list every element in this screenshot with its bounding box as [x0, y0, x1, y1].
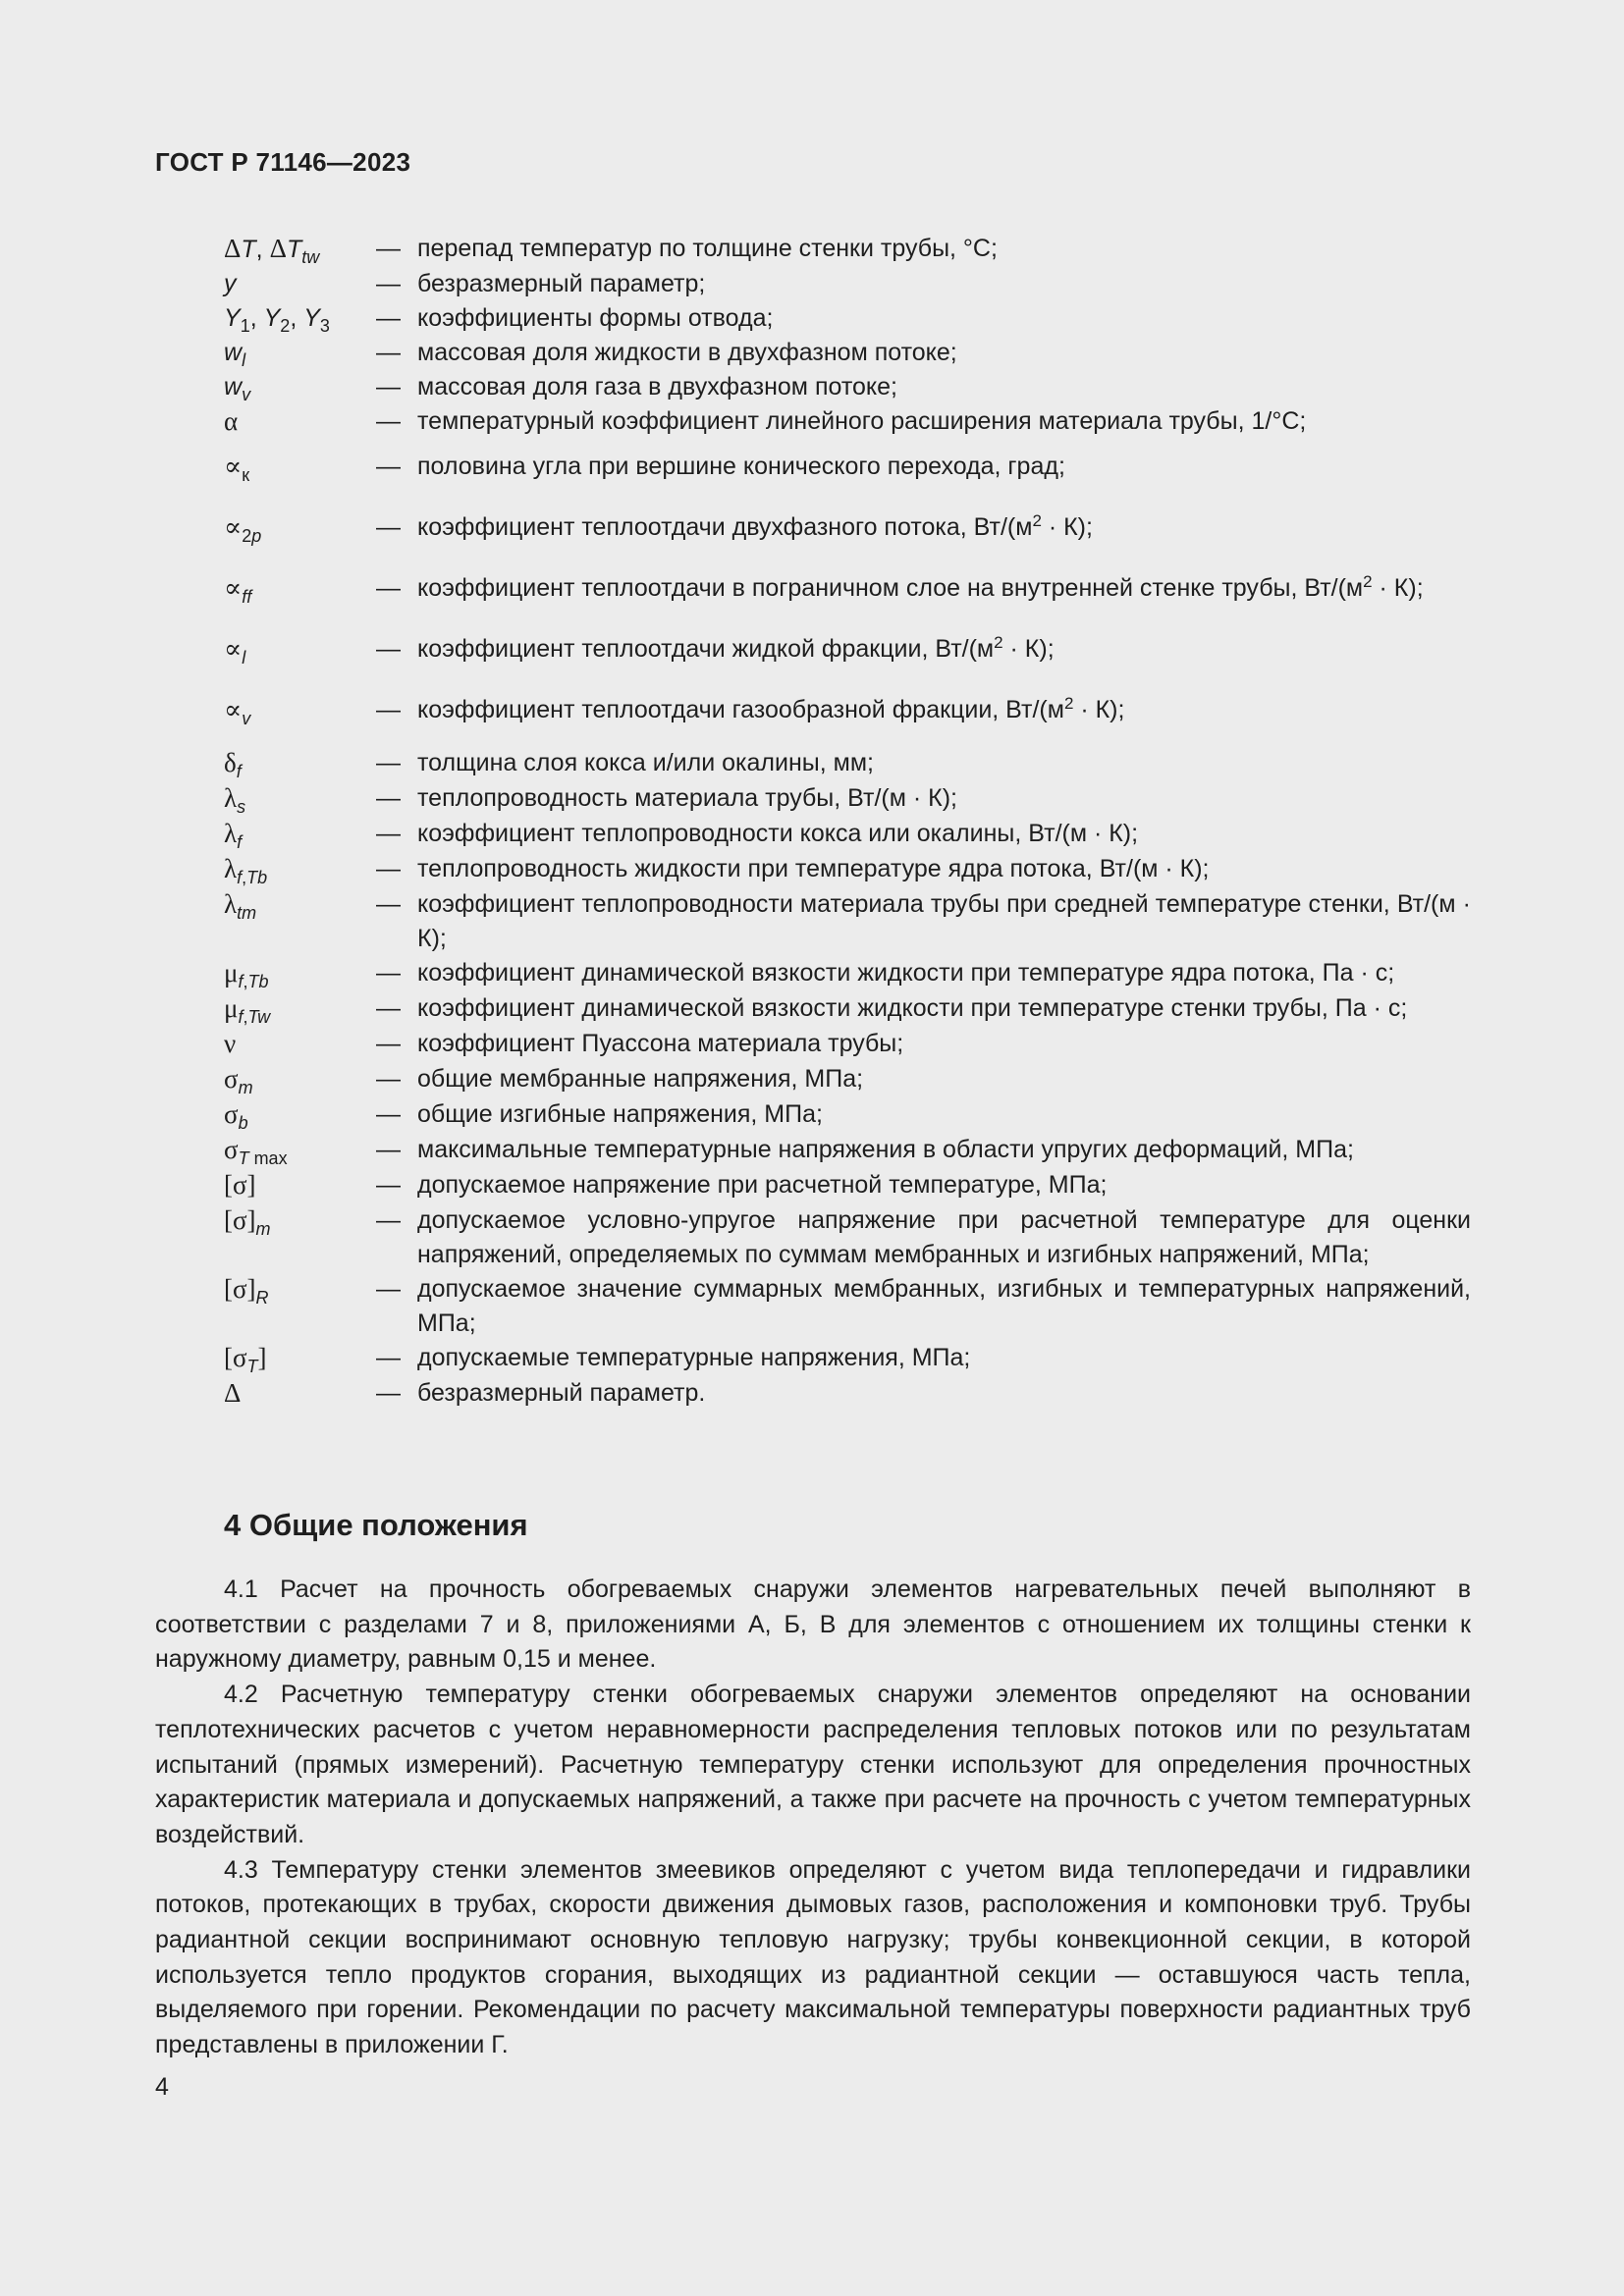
symbol: $\propto_{ff}$	[224, 573, 252, 607]
dash: —	[376, 890, 401, 918]
section-heading: 4 Общие положения	[224, 1508, 528, 1542]
symbol: $\propto_v$	[224, 695, 251, 728]
dash: —	[376, 749, 401, 776]
symbol-definitions-list	[224, 232, 1471, 1412]
dash: —	[376, 270, 401, 297]
symbol: $Y_1$, $Y_2$, $Y_3$	[224, 304, 330, 336]
dash: —	[376, 304, 401, 332]
definition-row	[224, 370, 1471, 404]
dash: —	[376, 994, 401, 1022]
definition-text: безразмерный параметр.	[417, 1379, 706, 1407]
definition-row	[224, 450, 1471, 485]
definition-row	[224, 1272, 1471, 1341]
symbol: $\lambda_{f,Tb}$	[224, 854, 268, 887]
definition-text: половина угла при вершине конического перехода, град;	[417, 453, 1065, 480]
definition-text: допускаемое напряжение при расчетной температуре, МПа;	[417, 1171, 1108, 1199]
definition-row	[224, 232, 1471, 267]
symbol: $\propto_{2p}$	[224, 512, 262, 546]
symbol: ΔT, $\Delta T_{tw}$	[224, 234, 320, 267]
definition-text: массовая доля газа в двухфазном потоке;	[417, 373, 897, 400]
symbol: $[\sigma]_m$	[224, 1205, 271, 1239]
symbol: $\lambda_{tm}$	[224, 889, 257, 923]
symbol: $\propto_к$	[224, 452, 250, 485]
dash: —	[376, 959, 401, 987]
definition-text: коэффициент теплопроводности кокса или окалины, Вт/(м · К);	[417, 820, 1139, 847]
dash: —	[376, 635, 401, 663]
dash: —	[376, 1206, 401, 1234]
symbol: Δ	[224, 1378, 242, 1408]
definition-text: общие мембранные напряжения, МПа;	[417, 1065, 864, 1093]
definition-text: общие изгибные напряжения, МПа;	[417, 1100, 823, 1128]
document-header: ГОСТ Р 71146—2023	[155, 147, 411, 177]
symbol: $\sigma_b$	[224, 1099, 248, 1133]
definition-row	[224, 1133, 1471, 1168]
definition-text: допускаемое значение суммарных мембранных, изгибных и температурных напряжений, МПа;	[417, 1275, 1471, 1337]
symbol: α	[224, 406, 239, 436]
symbol: $w_l$	[224, 339, 246, 370]
dash: —	[376, 1344, 401, 1371]
symbol: ν	[224, 1029, 237, 1058]
dash: —	[376, 513, 401, 541]
symbol: $\lambda_f$	[224, 819, 243, 852]
definition-text: безразмерный параметр;	[417, 270, 706, 297]
definition-row	[224, 632, 1471, 667]
definition-row	[224, 336, 1471, 370]
symbol: $\mu_{f,Tb}$	[224, 958, 269, 991]
definition-row	[224, 1097, 1471, 1133]
definition-text: коэффициент Пуассона материала трубы;	[417, 1030, 904, 1057]
dash: —	[376, 373, 401, 400]
definition-row	[224, 1062, 1471, 1097]
definition-text: коэффициент теплоотдачи газообразной фракции, $Вт/(м^2 \cdot К)$;	[417, 694, 1125, 723]
paragraph: 4.3 Температуру стенки элементов змеевиков определяют с учетом вида теплопередачи и гидравлики потоков, протекающих в трубах, скорости движения дымовых газов, расположения и компоновки труб. Трубы радиантной секции воспринимают основную тепловую нагрузку; трубы конвекционной секции, в которой используется тепло продуктов сгорания, выходящих из радиантной секции — оставшуюся часть тепла, выделяемого при горении. Рекомендации по расчету максимальной температуры поверхности радиантных труб представлены в приложении Г.	[155, 1855, 1471, 2059]
definition-text: коэффициент теплоотдачи в пограничном слое на внутренней стенке трубы, $Вт/(м^2 \cdot К)$;	[417, 572, 1424, 602]
definition-text: коэффициенты формы отвода;	[417, 304, 774, 332]
symbol: $w_v$	[224, 373, 251, 404]
dash: —	[376, 1030, 401, 1057]
definition-row	[224, 991, 1471, 1027]
dash: —	[376, 1379, 401, 1407]
paragraph: 4.2 Расчетную температуру стенки обогреваемых снаружи элементов определяют на основании теплотехнических расчетов с учетом неравномерности распределения тепловых потоков или по результатам испытаний (прямых измерений). Расчетную температуру стенки используют для определения прочностных характеристик материала и допускаемых напряжений, а также при расчете на прочность с учетом температурных воздействий.	[155, 1681, 1471, 1848]
symbol: y	[224, 270, 237, 297]
definition-row	[224, 956, 1471, 991]
definition-row	[224, 817, 1471, 852]
symbol: $[\sigma_T]$	[224, 1343, 267, 1376]
definition-row	[224, 1341, 1471, 1376]
symbol: $\mu_{f,Tw}$	[224, 993, 271, 1027]
paragraph: 4.1 Расчет на прочность обогреваемых снаружи элементов нагревательных печей выполняют в соответствии с разделами 7 и 8, приложениями А, Б, В для элементов с отношением их толщины стенки к наружному диаметру, равным 0,15 и менее.	[155, 1575, 1471, 1674]
definition-text: коэффициент теплоотдачи двухфазного потока, $Вт/(м^2 \cdot К)$;	[417, 511, 1093, 541]
symbol: $\sigma_m$	[224, 1064, 253, 1097]
definition-text: теплопроводность материала трубы, Вт/(м · К);	[417, 784, 957, 812]
symbol: [σ]	[224, 1170, 256, 1200]
definition-row	[224, 693, 1471, 728]
definition-text: коэффициент динамической вязкости жидкости при температуре ядра потока, Па · с;	[417, 959, 1395, 987]
dash: —	[376, 235, 401, 262]
definition-row	[224, 1203, 1471, 1272]
symbol: $\delta_f$	[224, 748, 242, 781]
dash: —	[376, 339, 401, 366]
definition-text: массовая доля жидкости в двухфазном потоке;	[417, 339, 957, 366]
definition-row	[224, 1027, 1471, 1062]
dash: —	[376, 407, 401, 435]
dash: —	[376, 1275, 401, 1303]
symbol: $\lambda_s$	[224, 783, 246, 817]
symbol: $\propto_l$	[224, 634, 246, 667]
section-body	[155, 1573, 1471, 2063]
symbol: $\sigma_{T max}$	[224, 1135, 288, 1168]
definition-text: коэффициент теплоотдачи жидкой фракции, $Вт/(м^2 \cdot К)$;	[417, 633, 1055, 663]
definition-row	[224, 852, 1471, 887]
definition-text: максимальные температурные напряжения в области упругих деформаций, МПа;	[417, 1136, 1354, 1163]
definition-row	[224, 781, 1471, 817]
definition-text: толщина слоя кокса и/или окалины, мм;	[417, 749, 874, 776]
dash: —	[376, 1171, 401, 1199]
definition-row	[224, 404, 1471, 440]
definition-row	[224, 571, 1471, 607]
dash: —	[376, 1100, 401, 1128]
definition-row	[224, 746, 1471, 781]
definition-text: перепад температур по толщине стенки трубы, °C;	[417, 235, 998, 262]
dash: —	[376, 574, 401, 602]
dash: —	[376, 820, 401, 847]
definition-row	[224, 1168, 1471, 1203]
definition-text: допускаемое условно-упругое напряжение при расчетной температуре для оценки напряжений, определяемых по суммам мембранных и изгибных напряжений, МПа;	[417, 1206, 1471, 1268]
definition-text: коэффициент динамической вязкости жидкости при температуре стенки трубы, Па · с;	[417, 994, 1408, 1022]
definition-row	[224, 267, 1471, 301]
dash: —	[376, 1136, 401, 1163]
symbol: $[\sigma]_R$	[224, 1274, 269, 1308]
definition-text: коэффициент теплопроводности материала трубы при средней температуре стенки, Вт/(м · К);	[417, 890, 1471, 952]
dash: —	[376, 696, 401, 723]
definition-text: допускаемые температурные напряжения, МПа;	[417, 1344, 971, 1371]
dash: —	[376, 784, 401, 812]
definition-text: температурный коэффициент линейного расширения материала трубы, 1/°C;	[417, 407, 1307, 435]
definition-row	[224, 887, 1471, 956]
dash: —	[376, 453, 401, 480]
definition-row	[224, 510, 1471, 546]
dash: —	[376, 855, 401, 882]
definition-row	[224, 1376, 1471, 1412]
definition-row	[224, 301, 1471, 336]
definition-text: теплопроводность жидкости при температуре ядра потока, Вт/(м · К);	[417, 855, 1210, 882]
page-number: 4	[155, 2073, 169, 2101]
dash: —	[376, 1065, 401, 1093]
